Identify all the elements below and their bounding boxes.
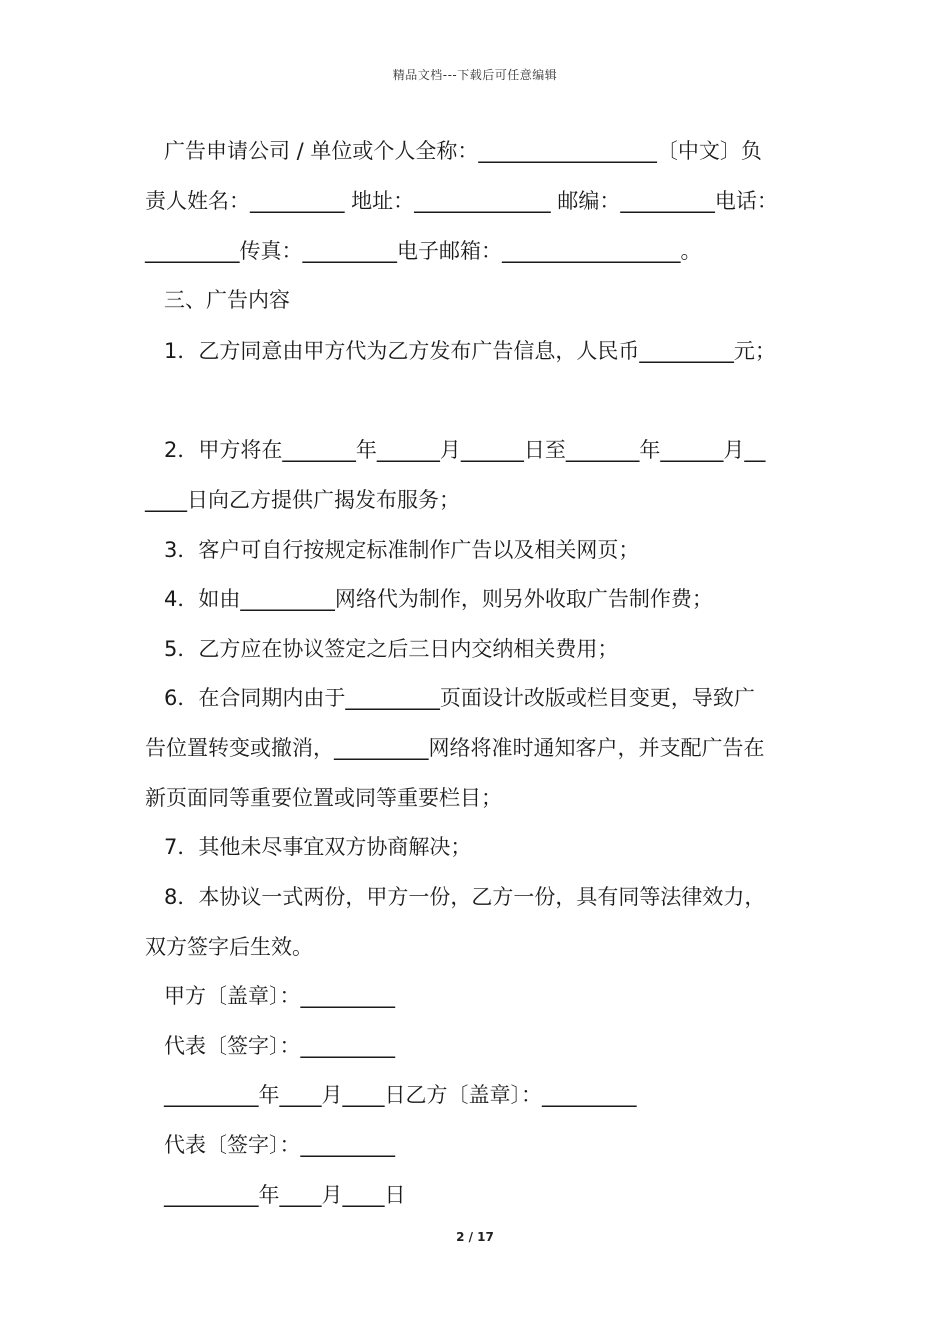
clause-1: 1．乙方同意由甲方代为乙方发布广告信息，人民币_________元； bbox=[164, 339, 776, 363]
signing-date-line: _________年____月____日 bbox=[164, 1183, 406, 1207]
clause-6-line-1: 6．在合同期内由于_________页面设计改版或栏目变更，导致广 bbox=[164, 686, 755, 710]
clause-8-line-1: 8．本协议一式两份，甲方一份，乙方一份，具有同等法律效力， bbox=[164, 885, 766, 909]
fax-email-line: _________传真：_________电子邮箱：_________________。 bbox=[145, 239, 702, 263]
section-heading: 三、广告内容 bbox=[164, 288, 290, 312]
clause-3: 3．客户可自行按规定标准制作广告以及相关网页； bbox=[164, 538, 640, 562]
date-party-b-seal-line: _________年____月____日乙方〔盖章〕：_________ bbox=[164, 1083, 637, 1107]
page-header: 精品文档---下载后可任意编辑 bbox=[392, 68, 558, 82]
clause-5: 5．乙方应在协议签定之后三日内交纳相关费用； bbox=[164, 637, 619, 661]
applicant-name-line: 广告申请公司 / 单位或个人全称：_________________〔中文〕负 bbox=[164, 139, 762, 163]
clause-2-line-2: ____日向乙方提供广揭发布服务； bbox=[145, 488, 460, 512]
clause-4: 4．如由_________网络代为制作，则另外收取广告制作费； bbox=[164, 587, 713, 611]
clause-6-line-3: 新页面同等重要位置或同等重要栏目； bbox=[145, 786, 502, 810]
clause-7: 7．其他未尽事宜双方协商解决； bbox=[164, 835, 472, 859]
page-number: 2 / 17 bbox=[456, 1230, 494, 1244]
clause-2-line-1: 2．甲方将在_______年______月______日至_______年______月__ bbox=[164, 438, 766, 462]
party-b-representative-line: 代表〔签字〕：_________ bbox=[164, 1133, 395, 1157]
clause-8-line-2: 双方签字后生效。 bbox=[145, 935, 313, 959]
party-a-representative-line: 代表〔签字〕：_________ bbox=[164, 1034, 395, 1058]
party-a-seal-line: 甲方〔盖章〕：_________ bbox=[164, 984, 395, 1008]
contact-info-line: 责人姓名：_________ 地址：_____________ 邮编：_________电话： bbox=[145, 189, 778, 213]
clause-6-line-2: 告位置转变或撤消，_________网络将准时通知客户，并支配广告在 bbox=[145, 736, 765, 760]
